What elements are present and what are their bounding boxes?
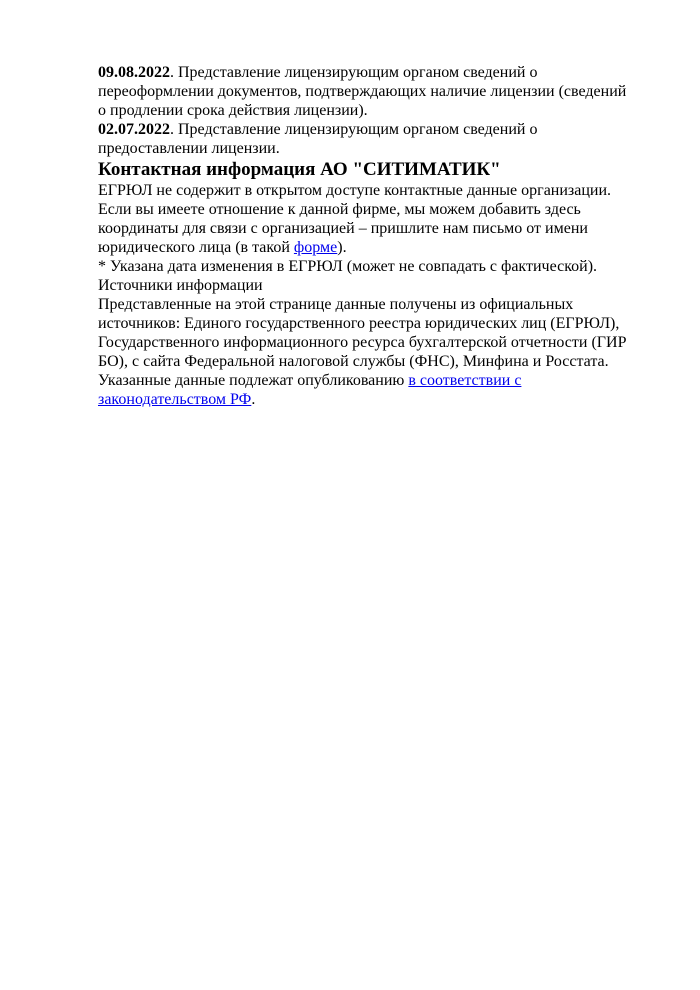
event-text: . Представление лицензирующим органом сведений о переоформлении документов, подтверждающих наличие лицензии (сведений о продлении срока действия лицензии). <box>98 64 627 119</box>
event-text: . Представление лицензирующим органом сведений о предоставлении лицензии. <box>98 121 538 157</box>
contact-form-link[interactable]: форме <box>293 239 338 256</box>
event-date: 02.07.2022 <box>98 121 170 138</box>
sources-text-before-link: Представленные на этой странице данные получены из официальных источников: Единого государственного реестра юридических лиц (ЕГРЮЛ), Государственного информационного ресурса бухгалтерской отчетности (ГИР БО), с сайта Федеральной налоговой службы (ФНС), Минфина и Росстата. Указанные данные подлежат опубликованию <box>98 296 627 389</box>
contact-text-before-link: ЕГРЮЛ не содержит в открытом доступе контактные данные организации. Если вы имеете отношение к данной фирме, мы можем добавить здесь координаты для связи с организацией – пришлите нам письмо от имени юридического лица (в такой <box>98 182 612 256</box>
sources-paragraph <box>98 295 630 409</box>
contact-text-after-link: ). <box>337 239 347 256</box>
event-paragraph-1 <box>98 63 630 120</box>
event-date: 09.08.2022 <box>98 64 170 81</box>
event-paragraph-2 <box>98 120 630 158</box>
legislation-link[interactable]: в соответствии с законодательством РФ <box>98 372 522 408</box>
sources-text-after-link: . <box>251 391 256 408</box>
contact-paragraph <box>98 181 630 257</box>
egrul-date-note: * Указана дата изменения в ЕГРЮЛ (может не совпадать с фактической). <box>98 258 598 275</box>
sources-title: Источники информации <box>98 277 263 294</box>
contact-info-heading: Контактная информация АО "СИТИМАТИК" <box>98 159 501 180</box>
